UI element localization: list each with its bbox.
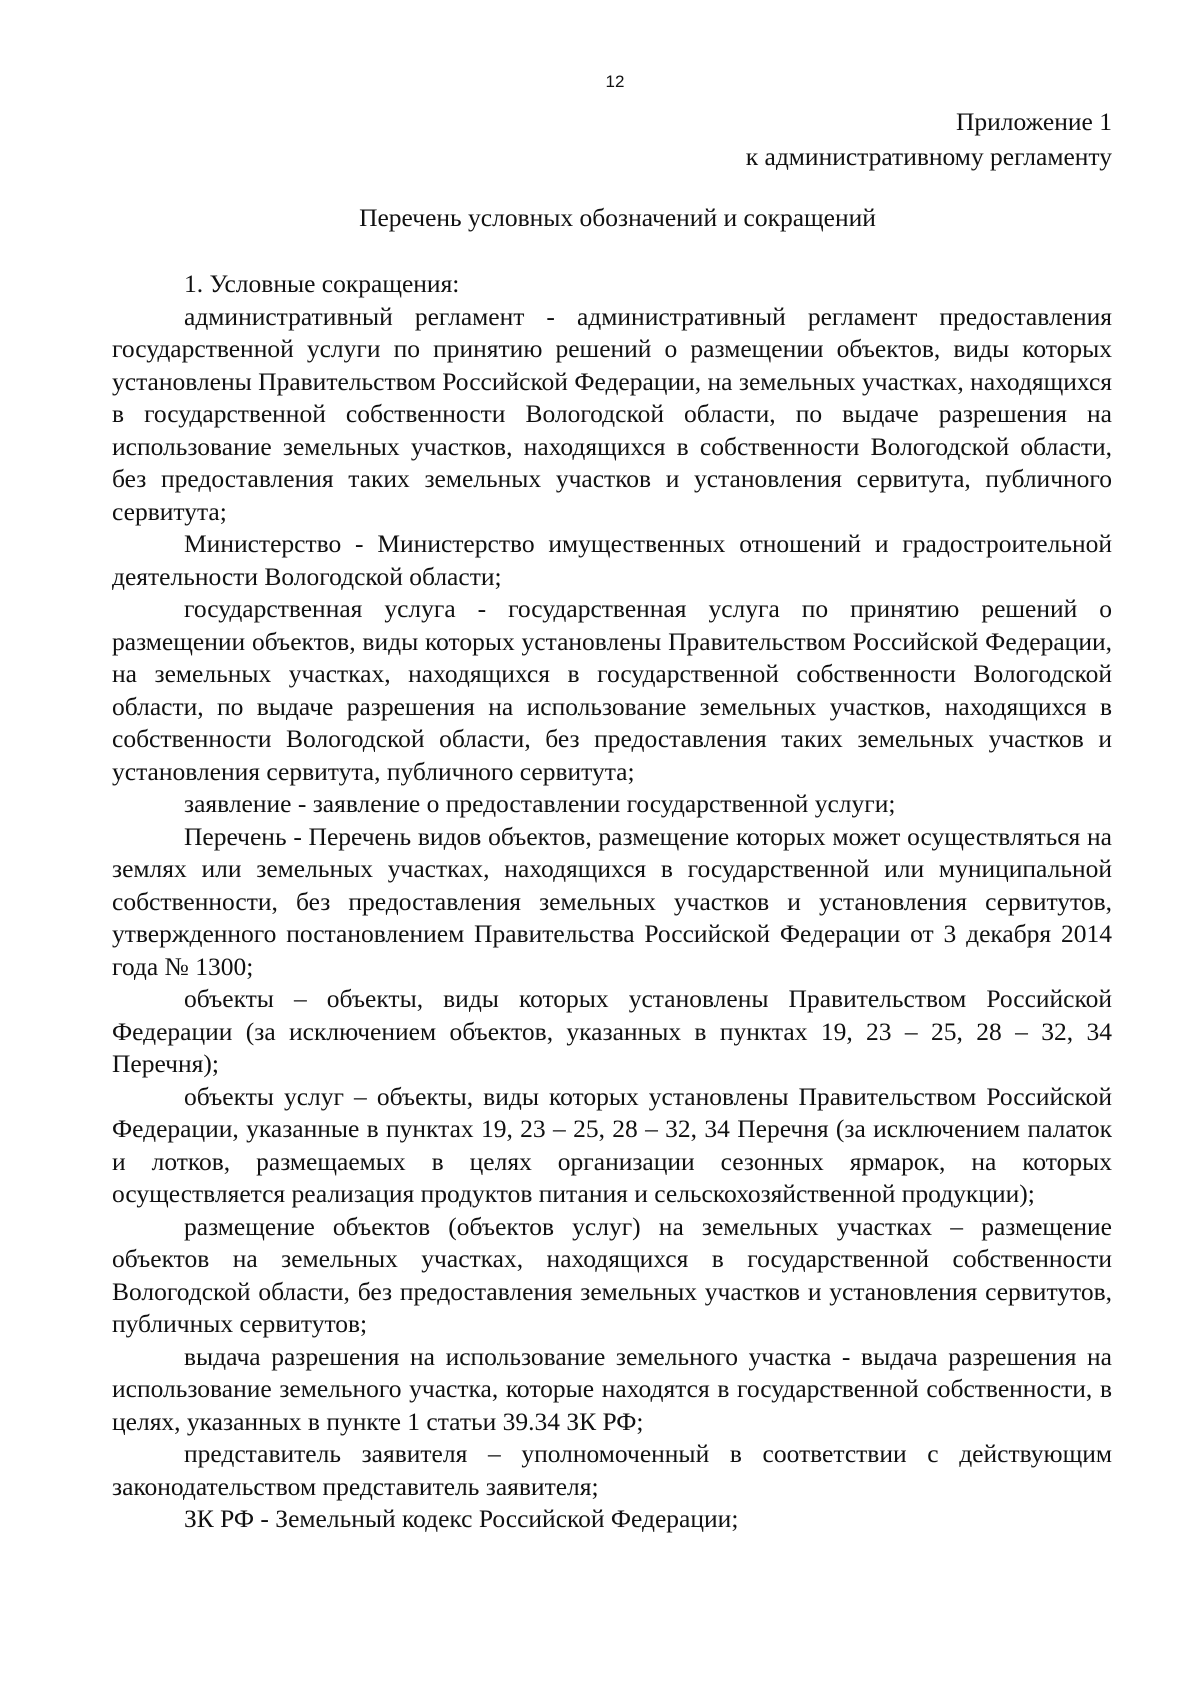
page-number: 12	[605, 72, 625, 91]
definition-list: Перечень - Перечень видов объектов, размещение которых может осуществляться на землях или земельных участках, находящихся в государственной или муниципальной собственности, без предоставления земельных участков и установления сервитутов, утвержденного постановлением Правительства Российской Федерации от 3 декабря 2014 года № 1300;	[112, 821, 1112, 981]
appendix-line-1: Приложение 1	[956, 107, 1112, 136]
document-body	[112, 268, 1112, 1536]
appendix-header	[746, 104, 1112, 174]
definition-service-objects: объекты услуг – объекты, виды которых установлены Правительством Российской Федерации, указанные в пунктах 19, 23 – 25, 28 – 32, 34 Перечня (за исключением палаток и лотков, размещаемых в целях организации сезонных ярмарок, на которых осуществляется реализация продуктов питания и сельскохозяйственной продукции);	[112, 1081, 1112, 1208]
definition-permit-issuance: выдача разрешения на использование земельного участка - выдача разрешения на использование земельного участка, которые находятся в государственной собственности, в целях, указанных в пункте 1 статьи 39.34 ЗК РФ;	[112, 1341, 1112, 1436]
definition-applicant-representative: представитель заявителя – уполномоченный в соответствии с действующим законодательством представитель заявителя;	[112, 1439, 1112, 1501]
document-title: Перечень условных обозначений и сокращений	[359, 203, 876, 232]
definition-state-service: государственная услуга - государственная услуга по принятию решений о размещении объектов, виды которых установлены Правительством Российской Федерации, на земельных участках, находящихся в государственной собственности Вологодской области, по выдаче разрешения на использование земельных участков, находящихся в собственности Вологодской области, без предоставления таких земельных участков и установления сервитута, публичного сервитута;	[112, 594, 1112, 786]
definition-application: заявление - заявление о предоставлении государственной услуги;	[184, 789, 896, 818]
definition-administrative-regulation: административный регламент - административный регламент предоставления государственной услуги по принятию решений о размещении объектов, виды которых установлены Правительством Российской Федерации, на земельных участках, находящихся в государственной собственности Вологодской области, по выдаче разрешения на использование земельных участков, находящихся в собственности Вологодской области, без предоставления таких земельных участков и установления сервитута, публичного сервитута;	[112, 301, 1112, 526]
appendix-line-2: к административному регламенту	[745, 142, 1112, 171]
section-heading: 1. Условные сокращения:	[184, 269, 460, 298]
definition-land-code: ЗК РФ - Земельный кодекс Российской Федерации;	[184, 1504, 739, 1533]
definition-objects: объекты – объекты, виды которых установлены Правительством Российской Федерации (за исключением объектов, указанных в пунктах 19, 23 – 25, 28 – 32, 34 Перечня);	[112, 984, 1112, 1078]
definition-placement: размещение объектов (объектов услуг) на земельных участках – размещение объектов на земельных участках, находящихся в государственной собственности Вологодской области, без предоставления земельных участков и установления сервитутов, публичных сервитутов;	[112, 1211, 1112, 1338]
definition-ministry: Министерство - Министерство имущественных отношений и градостроительной деятельности Вологодской области;	[112, 529, 1112, 591]
